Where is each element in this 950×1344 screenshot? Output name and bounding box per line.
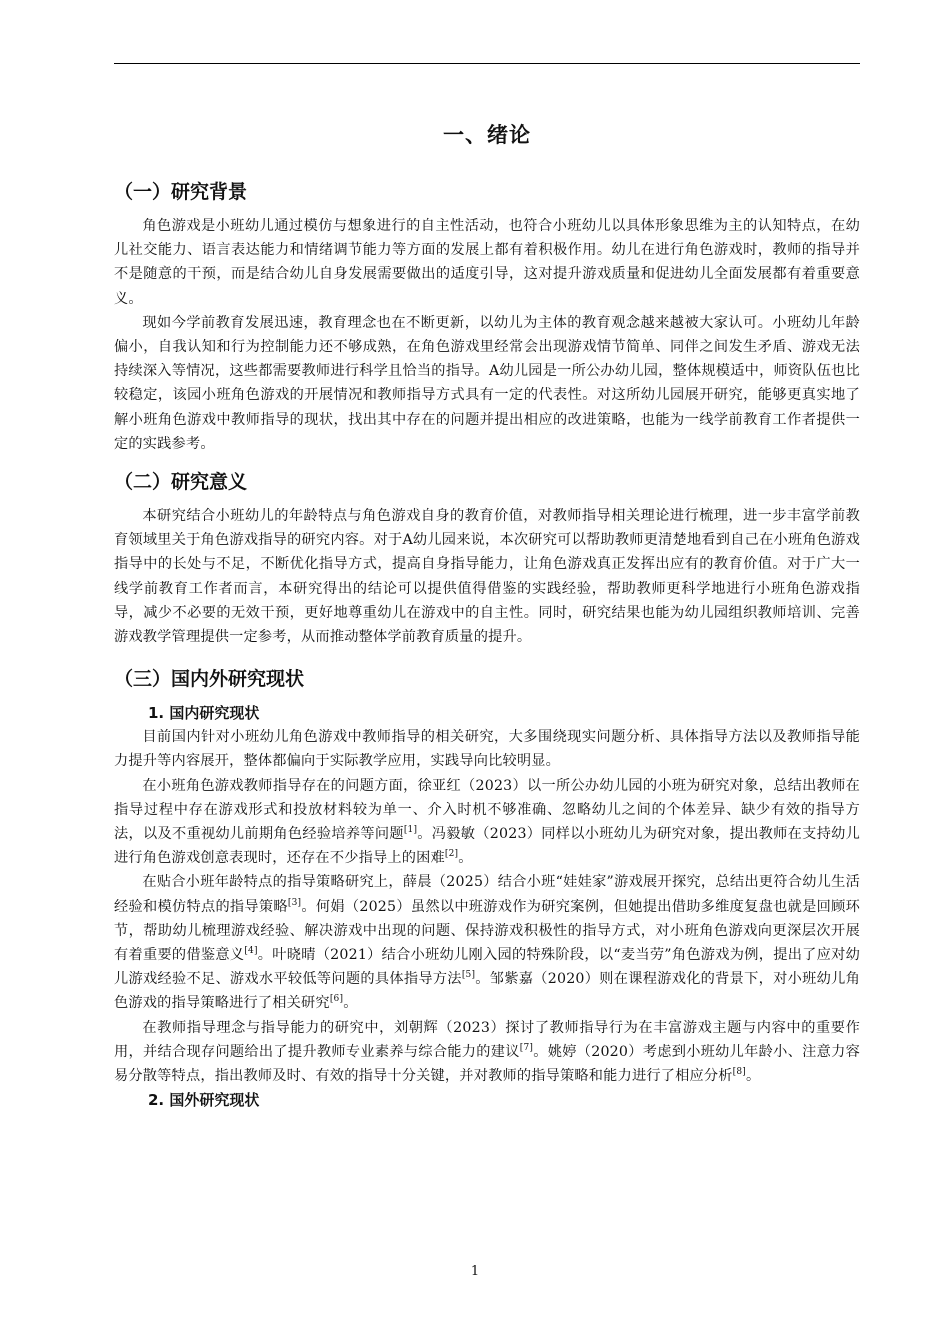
paragraph <box>114 774 860 871</box>
citation-ref: [2] <box>444 849 459 860</box>
section-title-status: （三）国内外研究现状 <box>114 668 305 691</box>
subsection-title-domestic: 1. 国内研究现状 <box>148 704 260 723</box>
text-run: 。叶晓晴（2021）结合小班幼儿刚入园的特殊阶段，以“麦当劳”角色游戏为例，提出了应对幼儿游戏经验不足、游戏水平较低等问题的具体指导方法 <box>114 947 860 988</box>
text-run: 目前国内针对小班幼儿角色游戏中教师指导的相关研究，大多围绕现实问题分析、具体指导方法以及教师指导能力提升等内容展开，整体都偏向于实际教学应用，实践导向比较明显。 <box>114 729 860 770</box>
text-run: 在教师指导理念与指导能力的研究中，刘朝辉（2023）探讨了教师指导行为在丰富游戏主题与内容中的重要作用，并结合现存问题给出了提升教师专业素养与综合能力的建议 <box>114 1019 860 1060</box>
citation-ref: [3] <box>287 897 302 908</box>
citation-ref: [7] <box>519 1042 534 1053</box>
text-run: 在小班角色游戏教师指导存在的问题方面，徐亚红（2023）以一所公办幼儿园的小班为研究对象，总结出教师在指导过程中存在游戏形式和投放材料较为单一、介入时机不够准确、忽略幼儿之间的个体差异、缺少有效的指导方法，以及不重视幼儿前期角色经验培养等问题 <box>114 777 860 843</box>
text-run: 。冯毅敏（2023）同样以小班幼儿为研究对象，提出教师在支持幼儿进行角色游戏创意表现时，还存在不少指导上的困难 <box>114 826 860 867</box>
citation-ref: [6] <box>329 994 344 1005</box>
paragraph <box>114 870 860 1015</box>
section-title-significance: （二）研究意义 <box>114 471 248 494</box>
text-run: 。邹紫嘉（2020）则在课程游戏化的背景下，对小班幼儿角色游戏的指导策略进行了相关研究 <box>114 971 860 1012</box>
citation-ref: [1] <box>403 825 418 836</box>
citation-ref: [8] <box>732 1067 747 1078</box>
section-title-background: （一）研究背景 <box>114 181 248 203</box>
citation-ref: [4] <box>244 946 258 957</box>
paragraph: 本研究结合小班幼儿的年龄特点与角色游戏自身的教育价值，对教师指导相关理论进行梳理，进一步丰富学前教育领域里关于角色游戏指导的研究内容。对于A幼儿园来说，本次研究可以帮助教师更清楚地看到自己在小班角色游戏指导中的长处与不足，不断优化指导方式，提高自身指导能力，让角色游戏真正发挥出应有的教育价值。对于广大一线学前教育工作者而言，本研究得出的结论可以提供值得借鉴的实践经验，帮助教师更科学地进行小班角色游戏指导，减少不必要的无效干预，更好地尊重幼儿在游戏中的自主性。同时，研究结果也能为幼儿园组织教师培训、完善游戏教学管理提供一定参考，从而推动整体学前教育质量的提升。 <box>114 508 860 646</box>
text-run: 。 <box>458 850 473 867</box>
citation-ref: [5] <box>461 970 476 981</box>
text-run: 。 <box>343 995 358 1012</box>
paragraph: 角色游戏是小班幼儿通过模仿与想象进行的自主性活动，也符合小班幼儿以具体形象思维为主的认知特点，在幼儿社交能力、语言表达能力和情绪调节能力等方面的发展上都有着积极作用。幼儿在进行角色游戏时，教师的指导并不是随意的干预，而是结合幼儿自身发展需要做出的适度引导，这对提升游戏质量和促进幼儿全面发展都有着重要意义。 <box>114 218 860 307</box>
text-run: 。 <box>746 1068 761 1085</box>
paragraph <box>114 725 860 773</box>
page-number: 1 <box>470 1264 480 1279</box>
paragraph <box>114 1016 860 1089</box>
text-run: 在贴合小班年龄特点的指导策略研究上，薛晨（2025）结合小班“娃娃家”游戏展开探究，总结出更符合幼儿生活经验和模仿特点的指导策略 <box>114 874 860 915</box>
page-body <box>114 120 860 1112</box>
subsection-title-foreign: 2. 国外研究现状 <box>148 1091 260 1110</box>
header-rule <box>114 63 860 64</box>
text-run: 。何娟（2025）虽然以中班游戏作为研究案例，但她提出借助多维度复盘也就是回顾环节，帮助幼儿梳理游戏经验、解决游戏中出现的问题、保持游戏积极性的指导方式，对小班角色游戏向更深层次开展有着重要的借鉴意义 <box>114 898 860 964</box>
chapter-title: 一、绪论 <box>443 123 531 147</box>
paragraph: 现如今学前教育发展迅速，教育理念也在不断更新，以幼儿为主体的教育观念越来越被大家认可。小班幼儿年龄偏小，自我认知和行为控制能力还不够成熟，在角色游戏里经常会出现游戏情节简单、同伴之间发生矛盾、游戏无法持续深入等情况，这些都需要教师进行科学且恰当的指导。A幼儿园是一所公办幼儿园，整体规模适中，师资队伍也比较稳定，该园小班角色游戏的开展情况和教师指导方式具有一定的代表性。对这所幼儿园展开研究，能够更真实地了解小班角色游戏中教师指导的现状，找出其中存在的问题并提出相应的改进策略，也能为一线学前教育工作者提供一定的实践参考。 <box>114 314 860 452</box>
text-run: 。姚婷（2020）考虑到小班幼儿年龄小、注意力容易分散等特点，指出教师及时、有效的指导十分关键，并对教师的指导策略和能力进行了相应分析 <box>114 1043 860 1085</box>
